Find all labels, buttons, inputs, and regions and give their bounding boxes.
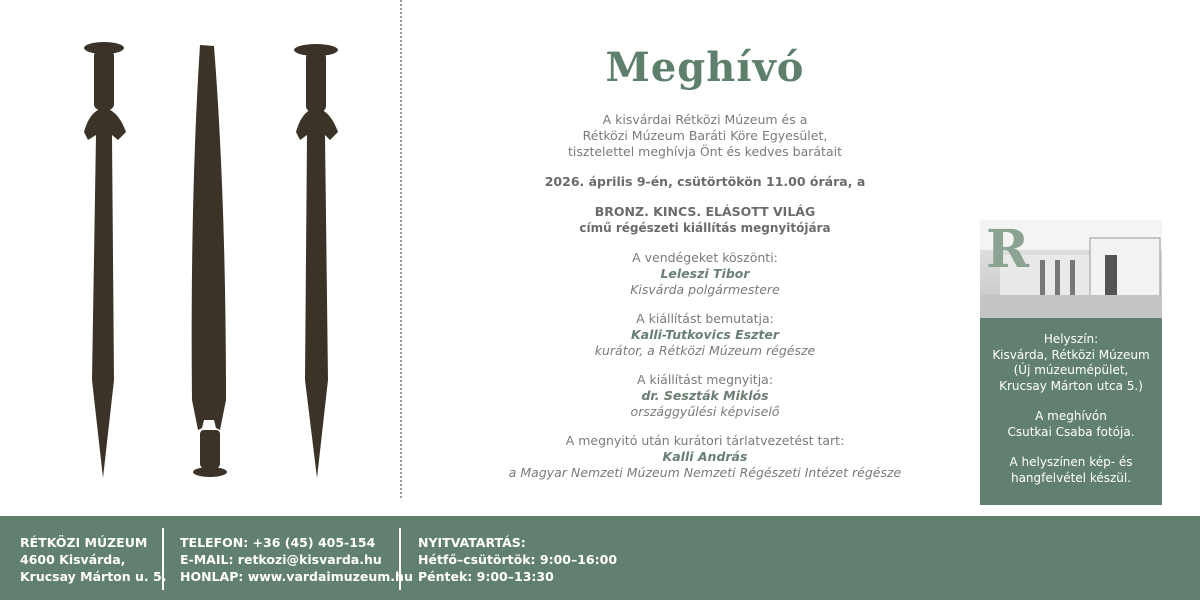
footer-address: RÉTKÖZI MÚZEUM 4600 Kisvárda, Krucsay Márton u. 5. — [20, 535, 167, 584]
venue-panel — [980, 220, 1162, 505]
footer-contact: TELEFON: +36 (45) 405-154 E-MAIL: retkozi@kisvarda.hu HONLAP: www.vardaimuzeum.hu — [180, 535, 413, 584]
speaker-block: A kiállítást bemutatja: Kalli-Tutkovics Eszter kurátor, a Rétközi Múzeum régésze — [594, 311, 816, 358]
speaker-block: A vendégeket köszönti: Leleszi Tibor Kisvárda polgármestere — [630, 250, 780, 297]
footer-divider — [399, 528, 401, 590]
footer-opening-hours: NYITVATARTÁS: Hétfő–csütörtök: 9:00–16:00 Péntek: 9:00–13:30 — [418, 535, 618, 584]
date-line: 2026. április 9-én, csütörtökön 11.00 órára, a — [544, 174, 866, 189]
speaker-block: A kiállítást megnyitja: dr. Seszták Miklós országgyűlési képviselő — [630, 372, 780, 419]
sword-left — [84, 42, 126, 478]
sword-right — [294, 44, 338, 478]
footer-divider — [162, 528, 164, 590]
museum-logo: R — [986, 220, 1030, 280]
sword-middle — [192, 45, 227, 477]
dotted-divider — [400, 0, 402, 498]
page-title: Meghívó — [605, 44, 805, 91]
venue-info: Helyszín: Kisvárda, Rétközi Múzeum (Új múzeumépület, Krucsay Márton utca 5.) A meghívón Csutkai Csaba fotója. A helyszínen kép- és hangfelvétel készül. — [980, 318, 1162, 505]
bronze-swords-photo — [0, 0, 400, 500]
speaker-block: A megnyitó után kurátori tárlatvezetést tart: Kalli András a Magyar Nemzeti Múzeum Nemzeti Régészeti Intézet régésze — [508, 433, 902, 480]
footer — [0, 516, 1200, 600]
museum-building-photo — [980, 220, 1162, 318]
exhibition-title: BRONZ. KINCS. ELÁSOTT VILÁG című régészeti kiállítás megnyitójára — [579, 204, 831, 235]
intro-text: A kisvárdai Rétközi Múzeum és a Rétközi Múzeum Baráti Köre Egyesület, tisztelettel meghívja Önt és kedves barátait — [568, 112, 842, 159]
